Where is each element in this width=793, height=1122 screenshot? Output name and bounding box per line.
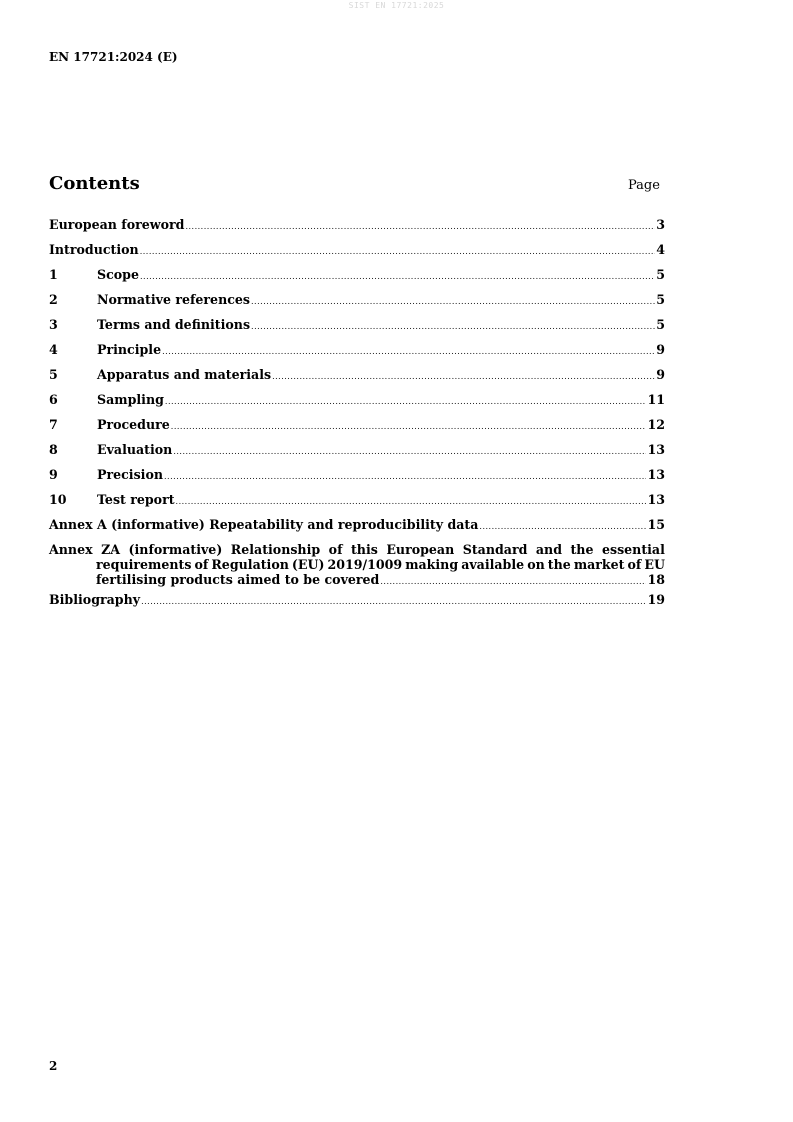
contents-title: Contents <box>49 173 140 194</box>
toc-entry-title: fertilising products aimed to be covered <box>96 572 380 587</box>
annex-za-word: 2019/1009 <box>327 557 403 572</box>
toc-entry-number: 5 <box>49 367 58 382</box>
toc-entry-page: 4 <box>656 242 665 257</box>
toc-entry-number: 4 <box>49 342 58 357</box>
toc-entry-title: Procedure <box>97 417 170 432</box>
toc-entry[interactable] <box>49 517 665 542</box>
annex-za-title-line-1 <box>49 542 665 557</box>
toc-entry[interactable] <box>49 392 665 417</box>
annex-za-word: requirements <box>96 557 192 572</box>
toc-entry-number: 2 <box>49 292 58 307</box>
toc-entry-title: Terms and definitions <box>97 317 251 332</box>
annex-za-word: Relationship <box>230 542 321 557</box>
annex-za-word: of <box>627 557 642 572</box>
dot-leader <box>140 269 655 284</box>
toc-entry-page: 13 <box>647 467 665 482</box>
toc-entry-page: 9 <box>656 342 665 357</box>
dot-leader <box>185 219 655 234</box>
toc-entry-title: Normative references <box>97 292 251 307</box>
toc-entry-page: 19 <box>647 592 665 607</box>
toc-entry-page: 12 <box>647 417 665 432</box>
toc-entry-title: Evaluation <box>97 442 173 457</box>
annex-za-word: Regulation <box>211 557 289 572</box>
toc-entry-title: Principle <box>97 342 162 357</box>
toc-entry-annex-za[interactable] <box>49 542 665 592</box>
annex-za-word: of <box>194 557 209 572</box>
dot-leader <box>380 574 646 589</box>
toc-entry[interactable] <box>49 442 665 467</box>
dot-leader <box>272 369 655 384</box>
dot-leader <box>251 294 655 309</box>
annex-za-word: and <box>535 542 562 557</box>
toc-entry[interactable] <box>49 217 665 242</box>
document-id: EN 17721:2024 (E) <box>49 50 178 64</box>
toc-entry-title: Sampling <box>97 392 164 407</box>
toc-entry-title: Apparatus and materials <box>97 367 272 382</box>
toc-entry-bibliography[interactable] <box>49 592 665 617</box>
annex-za-word: the <box>547 557 571 572</box>
annex-za-word: European <box>386 542 455 557</box>
toc-entry-number: 9 <box>49 467 58 482</box>
dot-leader <box>251 319 655 334</box>
page-column-label: Page <box>628 178 660 193</box>
dot-leader <box>141 594 646 609</box>
dot-leader <box>173 444 646 459</box>
annex-za-title-line-2 <box>49 557 665 572</box>
toc-entry-number: 7 <box>49 417 58 432</box>
annex-za-word: the <box>570 542 594 557</box>
toc-entry[interactable] <box>49 492 665 517</box>
annex-za-word: EU <box>644 557 665 572</box>
toc-entry[interactable] <box>49 417 665 442</box>
toc-entry-title: Bibliography <box>49 592 141 607</box>
toc-entry-page: 5 <box>656 267 665 282</box>
toc-entry[interactable] <box>49 242 665 267</box>
toc-entry-title: European foreword <box>49 217 185 232</box>
dot-leader <box>479 519 646 534</box>
annex-za-word: of <box>328 542 343 557</box>
dot-leader <box>165 394 647 409</box>
annex-za-word: making <box>405 557 459 572</box>
dot-leader <box>140 244 656 259</box>
table-of-contents <box>49 217 665 617</box>
toc-entry-number: 6 <box>49 392 58 407</box>
toc-entry-title: Test report <box>97 492 175 507</box>
toc-entry-page: 13 <box>647 442 665 457</box>
toc-entry-number: 8 <box>49 442 58 457</box>
toc-entry-page: 9 <box>656 367 665 382</box>
toc-entry-page: 18 <box>647 572 665 587</box>
dot-leader <box>162 344 655 359</box>
toc-entry-page: 3 <box>656 217 665 232</box>
toc-entry[interactable] <box>49 292 665 317</box>
toc-entry[interactable] <box>49 367 665 392</box>
toc-entry-page: 5 <box>656 317 665 332</box>
annex-za-word: Standard <box>462 542 528 557</box>
toc-entry-title: Scope <box>97 267 139 282</box>
toc-entry-title: Annex A (informative) Repeatability and reproducibility data <box>49 517 479 532</box>
toc-entry-number: 10 <box>49 492 67 507</box>
toc-entry-page: 15 <box>647 517 665 532</box>
annex-za-word: this <box>350 542 378 557</box>
annex-za-word: (informative) <box>128 542 223 557</box>
toc-entry[interactable] <box>49 317 665 342</box>
annex-za-word: on <box>527 557 545 572</box>
annex-za-word: available <box>461 557 525 572</box>
toc-entry-number: 3 <box>49 317 58 332</box>
watermark: SIST EN 17721:2025 <box>348 1 445 10</box>
page-number: 2 <box>49 1059 58 1073</box>
toc-entry-page: 11 <box>647 392 665 407</box>
annex-za-word: (EU) <box>291 557 325 572</box>
dot-leader <box>176 494 647 509</box>
annex-za-word: Annex <box>49 542 93 557</box>
toc-entry[interactable] <box>49 342 665 367</box>
dot-leader <box>171 419 647 434</box>
toc-entry[interactable] <box>49 267 665 292</box>
annex-za-word: ZA <box>101 542 121 557</box>
dot-leader <box>164 469 646 484</box>
toc-entry-page: 13 <box>647 492 665 507</box>
toc-entry-number: 1 <box>49 267 58 282</box>
annex-za-word: essential <box>601 542 665 557</box>
toc-entry-title: Introduction <box>49 242 139 257</box>
toc-entry-title: Precision <box>97 467 164 482</box>
toc-entry-page: 5 <box>656 292 665 307</box>
toc-entry[interactable] <box>49 467 665 492</box>
annex-za-word: market <box>573 557 625 572</box>
